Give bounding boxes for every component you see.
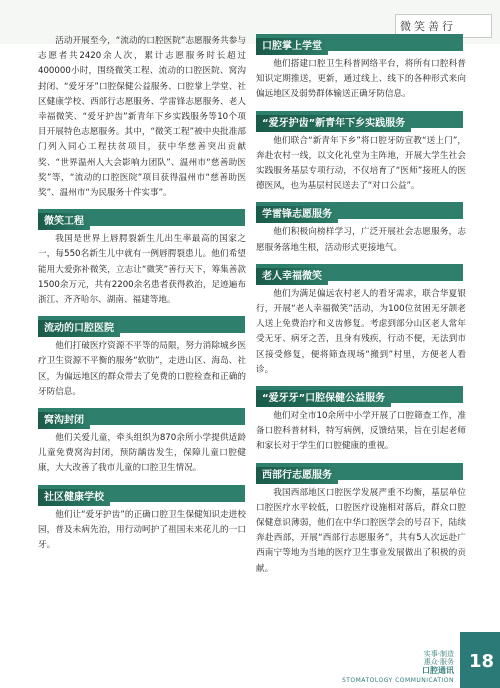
section-header-west	[256, 463, 463, 480]
section-title-mobile-hospital: 流动的口腔医院	[38, 320, 120, 337]
brand-english: STOMATOLOGY COMMUNICATION	[341, 677, 454, 684]
section-header-smile	[38, 209, 245, 226]
page-number: 18	[468, 651, 494, 672]
section-title: 微笑善行	[400, 20, 456, 33]
section-text-sealant: 他们关爱儿童，牵头组织为870余所小学提供适龄儿童免费窝沟封闭，预防龋齿发生，保障儿童口腔健康，大大改善了我市儿童的口腔卫生情况。	[38, 433, 246, 474]
right-column	[256, 34, 466, 585]
section-text-community-school: 他们让“爱牙护齿”的正确口腔卫生保健知识走进校园，普及未病先治，用行动呵护了祖国未来花儿的一口牙。	[38, 509, 246, 551]
page-number-block	[460, 632, 500, 688]
section-text-elder-smile: 他们为满足偏远农村老人的看牙需求，联合华夏银行，开展“老人幸福微笑”活动，为100位贫困无牙颌老人送上免费治疗和义齿修复。考虑到部分山区老人常年受无牙、病牙之苦，且身有残疾，行动不便，无法到市区接受修复，便将筛查现场“搬到”村里，方便老人看诊。	[256, 288, 466, 375]
section-text-mobile-hospital: 他们打破医疗资源不平等的局限，努力消除城乡医疗卫生资源不平衡的服务“软肋”，走进山区、海岛、社区，为偏远地区的群众带去了免费的口腔检查和正确的牙防信息。	[38, 341, 246, 397]
footer-tag-2: 惠众·服务	[423, 658, 454, 666]
section-header-leifeng	[256, 202, 463, 219]
section-title-west: 西部行志愿服务	[256, 467, 338, 484]
section-text-oral-care: 他们对全市10余所中小学开展了口腔筛查工作，准备口腔科普材料，特写病例，反馈结果，旨在引起老师和家长对于学生们口腔健康的重视。	[256, 411, 466, 452]
section-header-oral-care	[256, 386, 463, 403]
section-title-online-class: 口腔掌上学堂	[256, 38, 328, 55]
footer-tags	[424, 650, 454, 666]
section-text-west: 我国西部地区口腔医学发展严重不均衡，基层单位口腔医疗水平较低，口腔医疗设施相对落后，群众口腔保健意识薄弱，他们在中华口腔医学会的号召下，陆续奔赴西部，开展“西部行志愿服务”，共有5人次远赴广西南宁等地为当地的医疗卫生事业发展做出了积极的贡献。	[256, 487, 466, 574]
section-title-smile: 微笑工程	[38, 213, 90, 230]
intro-paragraph: 活动开展至今，“流动的口腔医院”志愿服务共参与志愿者共2420余人次，累计志愿服务时长超过400000小时，围绕微笑工程、流动的口腔医院、窝沟封闭、“爱牙牙”口腔保健公益服务、口腔掌上学堂、社区健康学校、西部行志愿服务、学雷锋志愿服务、老人幸福微笑、“爱牙护齿”新青年下乡实践服务等10个项目开展特色志愿服务。其中，“微笑工程”被中央批准部门列入同心工程扶贫项目，获中华慈善突出贡献奖、“世界温州人大会影响力团队”、温州市“慈善助医奖”等，“流动的口腔医院”项目获得温州市“慈善助医奖”、温州市“为民服务十件实事”。	[38, 36, 246, 199]
section-text-online-class: 他们搭建口腔卫生科普网络平台，将所有口腔科普知识定期推送，更新，通过线上、线下的各种形式来向偏远地区及弱势群体输送正确牙防信息。	[256, 59, 466, 100]
section-text-smile: 我国是世界上唇腭裂新生儿出生率最高的国家之一，每550名新生儿中就有一例唇腭裂患儿。他们希望能用大爱弥补微笑，立志让“微笑”善行天下，筹集善款1500余万元，共有2200余名患者获得救治，足迹遍布浙江、齐齐哈尔、湖南、福建等地。	[38, 234, 246, 306]
section-title-oral-care: “爱牙牙”口腔保健公益服务	[256, 390, 391, 407]
section-text-leifeng: 他们积极向榜样学习，广泛开展社会志愿服务，志愿服务落地生根，活动形式更接地气。	[256, 227, 466, 253]
section-title-community-school: 社区健康学校	[38, 489, 110, 506]
section-header-online-class	[256, 34, 463, 51]
section-header-community-school	[38, 485, 245, 502]
section-header-mobile-hospital	[38, 316, 245, 333]
section-header-sealant	[38, 408, 245, 425]
section-header-youth-rural	[256, 111, 463, 128]
section-text-youth-rural: 他们联合“新青年下乡”将口腔牙防宣教“送上门”，奔赴农村一线，以文化礼堂为主阵地，开展大学生社会实践服务基层专项行动，不仅培育了“医师”接班人的医德医风，也为基层村民送去了“对口公益”。	[256, 135, 466, 192]
left-column	[38, 34, 246, 561]
section-title-sealant: 窝沟封闭	[38, 412, 90, 429]
section-header-elder-smile	[256, 264, 463, 281]
footer-tag-1: 实事·制造	[423, 650, 454, 658]
section-title-leifeng: 学雷锋志愿服务	[256, 206, 338, 223]
brand-name: 口腔通讯	[422, 666, 454, 675]
section-title-youth-rural: “爱牙护齿”新青年下乡实践服务	[256, 115, 411, 132]
section-title-elder-smile: 老人幸福微笑	[256, 268, 328, 285]
